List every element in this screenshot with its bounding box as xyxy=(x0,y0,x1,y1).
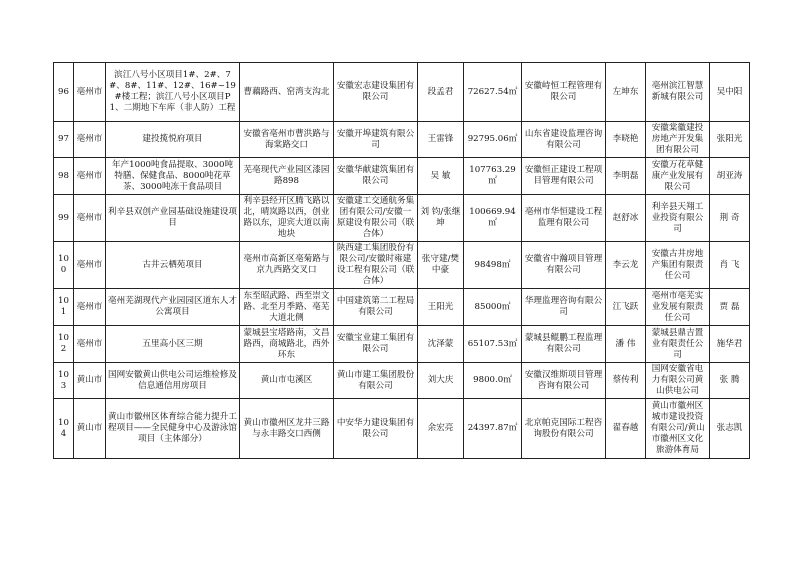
table-row xyxy=(54,363,750,399)
city-cell: 亳州市 xyxy=(74,195,106,242)
owner-cell: 国网安徽省电力有限公司黄山供电公司 xyxy=(646,363,710,399)
project-cell: 古井云栖苑项目 xyxy=(106,242,240,289)
builder-cell: 安徽开埠建筑有限公司 xyxy=(334,122,418,158)
table-row xyxy=(54,289,750,326)
table-row xyxy=(54,63,750,122)
location-cell: 安徽省亳州市曹洪路与海棠路交口 xyxy=(240,122,334,158)
project-cell: 国网安徽黄山供电公司运维检修及信息通信用房项目 xyxy=(106,363,240,399)
owner-rep-cell: 张 腾 xyxy=(710,363,750,399)
area-cell: 85000㎡ xyxy=(464,289,522,326)
builder-cell: 安徽建工交通航务集团有限公司/安徽一原建设有限公司（联合体） xyxy=(334,195,418,242)
row-number: 99 xyxy=(54,195,74,242)
area-cell: 72627.54㎡ xyxy=(464,63,522,122)
project-manager-cell: 王阳光 xyxy=(418,289,464,326)
project-cell: 亳州芜湖现代产业园园区道东人才公寓项目 xyxy=(106,289,240,326)
row-number: 101 xyxy=(54,289,74,326)
row-number: 102 xyxy=(54,326,74,363)
supervisor-cell: 亳州市华恒建设工程监理有限公司 xyxy=(522,195,606,242)
supervisor-cell: 北京帕克国际工程咨询股份有限公司 xyxy=(522,399,606,459)
owner-cell: 蒙城县鼎吉置业有限责任公司 xyxy=(646,326,710,363)
supervisor-cell: 安徽省中瀚项目管理有限公司 xyxy=(522,242,606,289)
builder-cell: 安徽宝业建工集团有限公司 xyxy=(334,326,418,363)
project-manager-cell: 沈泽蒙 xyxy=(418,326,464,363)
location-cell: 亳州市高新区亳菊路与京九西路交叉口 xyxy=(240,242,334,289)
project-cell: 五里高小区三期 xyxy=(106,326,240,363)
area-cell: 107763.29㎡ xyxy=(464,158,522,195)
chief-engineer-cell: 李云龙 xyxy=(606,242,646,289)
project-manager-cell: 张守建/樊中豪 xyxy=(418,242,464,289)
owner-rep-cell: 吴中阳 xyxy=(710,63,750,122)
table-row xyxy=(54,195,750,242)
table-row xyxy=(54,122,750,158)
project-manager-cell: 王雷锋 xyxy=(418,122,464,158)
area-cell: 65107.53㎡ xyxy=(464,326,522,363)
builder-cell: 陕西建工集团股份有限公司/安徽时雍建设工程有限公司（联合体） xyxy=(334,242,418,289)
supervisor-cell: 安徽恒正建设工程项目管理有限公司 xyxy=(522,158,606,195)
owner-cell: 安徽棠徽建投房地产开发集团有限公司 xyxy=(646,122,710,158)
city-cell: 亳州市 xyxy=(74,122,106,158)
builder-cell: 安徽华献建筑集团有限公司 xyxy=(334,158,418,195)
owner-cell: 安徽万花草健康产业发展有限公司 xyxy=(646,158,710,195)
chief-engineer-cell: 翟春越 xyxy=(606,399,646,459)
area-cell: 100669.94㎡ xyxy=(464,195,522,242)
area-cell: 24397.87㎡ xyxy=(464,399,522,459)
chief-engineer-cell: 潘 伟 xyxy=(606,326,646,363)
location-cell: 蒙城县宝塔路南，文昌路西，商城路北，西外环东 xyxy=(240,326,334,363)
project-cell: 黄山市徽州区体育综合能力提升工程项目——全民健身中心及游泳馆项目（主体部分） xyxy=(106,399,240,459)
supervisor-cell: 华理监理咨询有限公司 xyxy=(522,289,606,326)
project-cell: 利辛县双创产业园基础设施建设项目 xyxy=(106,195,240,242)
project-manager-cell: 吴 敏 xyxy=(418,158,464,195)
area-cell: 92795.06㎡ xyxy=(464,122,522,158)
row-number: 98 xyxy=(54,158,74,195)
project-manager-cell: 段孟君 xyxy=(418,63,464,122)
table-row xyxy=(54,158,750,195)
city-cell: 亳州市 xyxy=(74,242,106,289)
chief-engineer-cell: 左坤东 xyxy=(606,63,646,122)
project-manager-cell: 刘大庆 xyxy=(418,363,464,399)
owner-rep-cell: 贾 磊 xyxy=(710,289,750,326)
location-cell: 黄山市徽州区龙井三路与永丰路交口西侧 xyxy=(240,399,334,459)
builder-cell: 中国建筑第二工程局有限公司 xyxy=(334,289,418,326)
row-number: 97 xyxy=(54,122,74,158)
row-number: 104 xyxy=(54,399,74,459)
builder-cell: 黄山市建工集团股份有限公司 xyxy=(334,363,418,399)
project-cell: 年产1000吨食品提取、3000吨特膳、保健食品、8000吨花草茶、3000吨冻干食品项目 xyxy=(106,158,240,195)
supervisor-cell: 山东省建设监理咨询有限公司 xyxy=(522,122,606,158)
owner-cell: 黄山市徽州区城市建设投资有限公司/黄山市徽州区文化旅游体育局 xyxy=(646,399,710,459)
builder-cell: 中安华力建设集团有限公司 xyxy=(334,399,418,459)
owner-rep-cell: 施华君 xyxy=(710,326,750,363)
project-manager-cell: 余宏亮 xyxy=(418,399,464,459)
owner-rep-cell: 张阳光 xyxy=(710,122,750,158)
row-number: 103 xyxy=(54,363,74,399)
location-cell: 东至昭武路、西至崇文路、北至月季路、亳芜大道北侧 xyxy=(240,289,334,326)
city-cell: 亳州市 xyxy=(74,326,106,363)
area-cell: 9800.0㎡ xyxy=(464,363,522,399)
city-cell: 亳州市 xyxy=(74,63,106,122)
location-cell: 黄山市屯溪区 xyxy=(240,363,334,399)
chief-engineer-cell: 蔡传利 xyxy=(606,363,646,399)
project-manager-cell: 刘 钧/张继坤 xyxy=(418,195,464,242)
city-cell: 亳州市 xyxy=(74,289,106,326)
builder-cell: 安徽宏志建设集团有限公司 xyxy=(334,63,418,122)
location-cell: 芜亳现代产业园区漆园路898 xyxy=(240,158,334,195)
location-cell: 利辛县经开区腾飞路以北，晴岚路以西，创业路以东，迎宾大道以南 地块 xyxy=(240,195,334,242)
chief-engineer-cell: 李明磊 xyxy=(606,158,646,195)
owner-cell: 亳州市亳芜实业发展有限责任公司 xyxy=(646,289,710,326)
owner-cell: 利辛县天翔工业投资有限公司 xyxy=(646,195,710,242)
table-row xyxy=(54,326,750,363)
city-cell: 黄山市 xyxy=(74,399,106,459)
city-cell: 黄山市 xyxy=(74,363,106,399)
chief-engineer-cell: 江飞跃 xyxy=(606,289,646,326)
owner-rep-cell: 胡亚涛 xyxy=(710,158,750,195)
row-number: 100 xyxy=(54,242,74,289)
owner-rep-cell: 张志凯 xyxy=(710,399,750,459)
table-row xyxy=(54,399,750,459)
area-cell: 98498㎡ xyxy=(464,242,522,289)
table-row xyxy=(54,242,750,289)
chief-engineer-cell: 李晓艳 xyxy=(606,122,646,158)
city-cell: 亳州市 xyxy=(74,158,106,195)
owner-rep-cell: 荆 奇 xyxy=(710,195,750,242)
supervisor-cell: 蒙城县鲲鹏工程监理有限公司 xyxy=(522,326,606,363)
project-cell: 滨江八号小区项目1#、2#、7#、8#、11#、12#、16#~19#楼工程；滨江八号小区项目P1、二期地下车库（非人防）工程 xyxy=(106,63,240,122)
owner-cell: 亳州滨江智慧新城有限公司 xyxy=(646,63,710,122)
project-cell: 建投揽悦府项目 xyxy=(106,122,240,158)
supervisor-cell: 安徽汉维斯项目管理咨询有限公司 xyxy=(522,363,606,399)
chief-engineer-cell: 赵舒冰 xyxy=(606,195,646,242)
row-number: 96 xyxy=(54,63,74,122)
owner-rep-cell: 肖 飞 xyxy=(710,242,750,289)
supervisor-cell: 安徽峙恒工程管理有限公司 xyxy=(522,63,606,122)
project-table xyxy=(53,62,750,459)
location-cell: 曹藕路西、窑湾支沟北 xyxy=(240,63,334,122)
owner-cell: 安徽古井房地产集团有限责任公司 xyxy=(646,242,710,289)
